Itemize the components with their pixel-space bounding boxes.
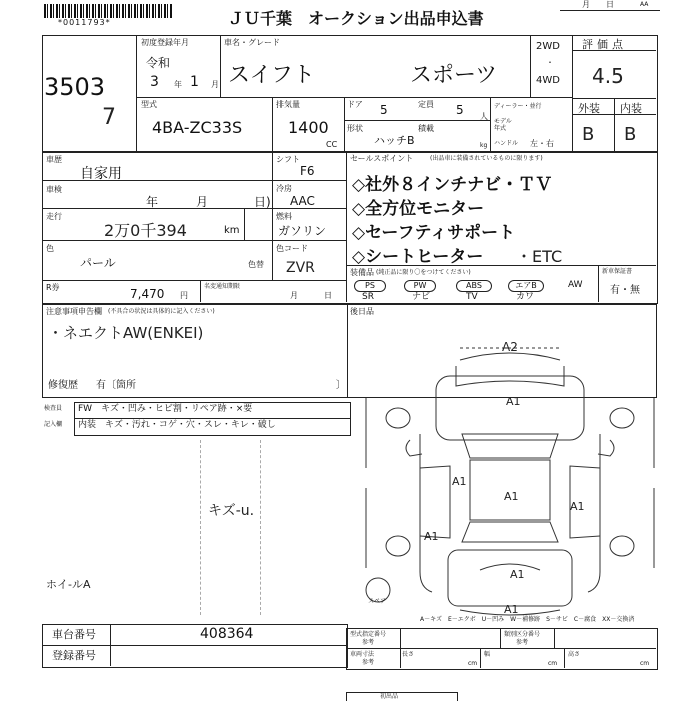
reg-month-unit: 月 bbox=[211, 80, 219, 89]
class-ref: 参考 bbox=[516, 639, 529, 646]
length-unit: cm bbox=[468, 660, 478, 667]
chassis-value: 408364 bbox=[200, 626, 254, 642]
ac-label: 冷房 bbox=[276, 184, 292, 193]
legend-row1-label: 検査員 bbox=[44, 405, 63, 412]
shift-value: F6 bbox=[300, 164, 315, 178]
sales-point-1: ◇社外８インチナビ・ＴＶ bbox=[352, 175, 553, 195]
reg-month: 1 bbox=[190, 74, 199, 90]
equip-leather: カワ bbox=[516, 292, 535, 302]
type-label: 型式指定番号 bbox=[350, 631, 387, 638]
equip-abs: ABS bbox=[456, 280, 492, 292]
engine-label: 排気量 bbox=[276, 100, 300, 109]
rating-value: 4.5 bbox=[592, 64, 624, 88]
capacity-unit: 人 bbox=[480, 112, 488, 121]
lot-handwritten: 7 bbox=[102, 105, 116, 130]
drive-4wd: 4WD bbox=[536, 75, 560, 86]
mark-left-rear: A1 bbox=[424, 530, 439, 543]
lot-box bbox=[42, 35, 137, 151]
reg-era: 令和 bbox=[146, 56, 171, 70]
history-value: 自家用 bbox=[80, 166, 122, 182]
notice-label: 名変通知期限 bbox=[204, 283, 241, 290]
model-label: 型式 bbox=[141, 100, 157, 109]
sales-points-label: セールスポイント bbox=[350, 154, 414, 163]
notes-box bbox=[42, 304, 348, 398]
color-code: ZVR bbox=[286, 260, 315, 276]
engine-unit: CC bbox=[326, 140, 338, 149]
color-code-label: 色コード bbox=[276, 244, 308, 253]
spare-label: スペア bbox=[368, 598, 387, 605]
exterior-label: 外装 bbox=[578, 102, 600, 115]
notes-handwritten: ・ネエクトAW(ENKEI) bbox=[48, 324, 204, 342]
equip-aw: AW bbox=[568, 280, 583, 290]
reg-label: 初度登録年月 bbox=[141, 38, 189, 47]
car-grade: スポーツ bbox=[410, 63, 498, 88]
mark-rear: A1 bbox=[510, 568, 525, 581]
size-label: 車両寸法 bbox=[350, 651, 375, 658]
car-name-label: 車名・グレード bbox=[224, 38, 280, 47]
recycle-unit: 円 bbox=[180, 291, 188, 300]
rating-label: 評価点 bbox=[582, 38, 627, 51]
equip-airbag: エアB bbox=[508, 280, 544, 292]
shape-value: ハッチB bbox=[374, 134, 415, 147]
size-ref: 参考 bbox=[362, 659, 375, 666]
fuel-value: ガソリン bbox=[278, 224, 327, 238]
handle-value: 左・右 bbox=[530, 139, 554, 148]
shape-label: 形状 bbox=[347, 124, 363, 133]
exterior-grade: B bbox=[582, 124, 595, 145]
equip-ps: PS bbox=[354, 280, 386, 292]
legend-row1: FW キズ・凹み・ヒビ割・リペア跡・×要 bbox=[78, 404, 253, 414]
shift-label: シフト bbox=[276, 155, 300, 164]
recycle-value: 7,470 bbox=[130, 287, 165, 301]
height-unit: cm bbox=[640, 660, 650, 667]
history-label: 車歴 bbox=[46, 155, 62, 164]
form-title: ＪＵ千葉 オークション出品申込書 bbox=[228, 9, 484, 28]
width-label: 幅 bbox=[484, 651, 491, 658]
interior-grade: B bbox=[624, 124, 637, 145]
sales-point-extra: ・ETC bbox=[516, 247, 563, 266]
engine-value: 1400 bbox=[288, 118, 329, 137]
serial-number: *0011793* bbox=[58, 18, 111, 27]
equipment-note: (純正品に限り〇をつけてください) bbox=[376, 269, 471, 276]
notice-month: 月 bbox=[290, 291, 298, 300]
equip-pw: PW bbox=[404, 280, 436, 292]
mark-right-door: A1 bbox=[570, 500, 585, 513]
header-aa: AA bbox=[640, 1, 649, 8]
registration-label: 登録番号 bbox=[52, 649, 96, 662]
mark-hood: A1 bbox=[506, 395, 521, 408]
mark-cabin: A1 bbox=[504, 490, 519, 503]
sales-point-3: ◇セーフティサポート bbox=[352, 223, 516, 243]
repair-value: 有〔箇所 bbox=[96, 380, 136, 391]
inspection-year: 年 bbox=[146, 195, 159, 209]
mileage-value: 2万0千394 bbox=[104, 221, 187, 240]
drive-2wd: 2WD bbox=[536, 41, 560, 52]
inspection-month: 月 bbox=[196, 195, 209, 209]
interior-label: 内装 bbox=[620, 102, 642, 115]
fuel-label: 燃料 bbox=[276, 212, 292, 221]
doors-value: 5 bbox=[380, 103, 388, 117]
equipment-label: 装備品 bbox=[350, 268, 374, 277]
equip-tv: TV bbox=[466, 292, 478, 302]
sales-point-2: ◇全方位モニター bbox=[352, 199, 485, 219]
color-value: パール bbox=[80, 256, 116, 270]
mark-left-door: A1 bbox=[452, 475, 467, 488]
barcode bbox=[44, 4, 172, 18]
car-name: スイフト bbox=[228, 63, 315, 88]
dealer-label: ディーラー・並行 bbox=[494, 103, 542, 110]
sales-points-note: (出品車に装備されているものに限ります) bbox=[430, 155, 543, 162]
notice-day: 日 bbox=[324, 291, 332, 300]
newcar-warranty-value: 有・無 bbox=[610, 285, 640, 296]
inspection-label: 車検 bbox=[46, 185, 62, 194]
type-ref: 参考 bbox=[362, 639, 375, 646]
newcar-warranty-label: 新車保証書 bbox=[602, 268, 633, 275]
drive-sep: ・ bbox=[546, 58, 554, 67]
reference-block bbox=[346, 628, 658, 670]
reg-year-unit: 年 bbox=[174, 80, 182, 89]
footer-label: 初出品 bbox=[380, 693, 399, 700]
inspection-day: 日) bbox=[254, 195, 271, 209]
repair-label: 修復歴 bbox=[48, 380, 78, 391]
handwritten-scratch: キズ-u. bbox=[208, 503, 255, 519]
load-unit: kg bbox=[480, 142, 488, 149]
car-damage-diagram bbox=[360, 338, 656, 628]
mark-roof: A2 bbox=[502, 340, 518, 354]
doors-label: ドア bbox=[347, 100, 363, 109]
notes-label: 注意事項申告欄 bbox=[46, 307, 102, 316]
notes-label-note: (不具合の状況は具体的に記入ください) bbox=[108, 308, 215, 315]
equip-sr: SR bbox=[362, 292, 374, 302]
header-month-day: 月 日 bbox=[582, 0, 614, 9]
damage-legend: A－キズ E－エクボ U－凹み W－補修跡 S－サビ C－腐食 XX－交換済 bbox=[420, 616, 635, 623]
model-value: 4BA-ZC33S bbox=[152, 118, 243, 137]
legend-row2: 内装 キズ・汚れ・コゲ・穴・スレ・キレ・破し bbox=[78, 420, 276, 430]
color-label: 色 bbox=[46, 244, 54, 253]
capacity-label: 定員 bbox=[418, 100, 434, 109]
capacity-value: 5 bbox=[456, 103, 464, 117]
mileage-unit: km bbox=[224, 225, 240, 236]
remarks-label: 後日品 bbox=[350, 307, 374, 316]
sales-point-4: ◇シートヒーター bbox=[352, 247, 484, 267]
height-label: 高さ bbox=[568, 651, 581, 658]
equip-navi: ナビ bbox=[412, 292, 431, 302]
legend-row2-label: 記入欄 bbox=[44, 421, 63, 428]
lot-number: 3503 bbox=[44, 73, 106, 101]
ac-value: AAC bbox=[290, 194, 315, 208]
recycle-label: R券 bbox=[46, 283, 60, 292]
repair-close: 〕 bbox=[336, 380, 346, 391]
class-label: 類別区分番号 bbox=[504, 631, 541, 638]
width-unit: cm bbox=[548, 660, 558, 667]
handwritten-wheel: ホイ-ルA bbox=[46, 578, 91, 591]
length-label: 長さ bbox=[402, 651, 415, 658]
model-year-label: モデル年式 bbox=[494, 118, 512, 132]
mileage-label: 走行 bbox=[46, 212, 62, 221]
chassis-label: 車台番号 bbox=[52, 628, 96, 641]
mark-rear-bumper: A1 bbox=[504, 603, 519, 616]
handle-label: ハンドル bbox=[494, 140, 519, 147]
load-label: 積載 bbox=[418, 124, 434, 133]
color-change-label: 色替 bbox=[248, 260, 264, 269]
reg-year: 3 bbox=[150, 74, 159, 90]
